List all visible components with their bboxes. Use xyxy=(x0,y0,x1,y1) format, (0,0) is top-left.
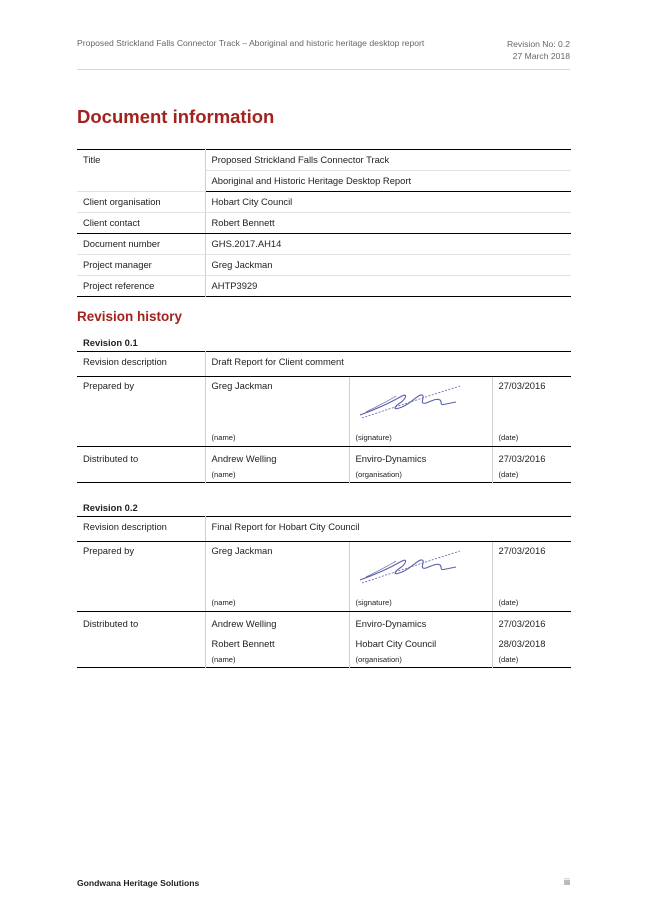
document-information-table xyxy=(77,149,571,297)
empty-cell xyxy=(77,632,205,652)
revision-0-1-title: Revision 0.1 xyxy=(83,337,138,348)
table-row xyxy=(77,352,571,377)
distributed-organisation: Enviro-Dynamics xyxy=(349,612,492,633)
table-row xyxy=(77,234,571,255)
prepared-date: 27/03/2016 xyxy=(498,380,546,391)
prepared-by-label: Prepared by xyxy=(77,377,205,430)
title-value-line-1: Proposed Strickland Falls Connector Track xyxy=(205,150,571,171)
header-revision-number: Revision No: 0.2 xyxy=(506,39,570,49)
table-row xyxy=(77,632,571,652)
distributed-organisation: Hobart City Council xyxy=(349,632,492,652)
title-label: Title xyxy=(77,150,205,192)
date-caption: (date) xyxy=(492,429,571,447)
table-row xyxy=(77,594,571,612)
revision-0-1-table xyxy=(77,351,571,483)
prepared-by-name: Greg Jackman xyxy=(205,377,349,430)
table-row xyxy=(77,652,571,668)
table-row xyxy=(77,612,571,633)
name-caption: (name) xyxy=(205,594,349,612)
empty-cell xyxy=(77,429,205,447)
running-header-title: Proposed Strickland Falls Connector Track – Aboriginal and historic heritage desktop report xyxy=(77,38,425,48)
client-organisation-label: Client organisation xyxy=(77,192,205,213)
table-row xyxy=(77,429,571,447)
document-number-label: Document number xyxy=(77,234,205,255)
footer-company: Gondwana Heritage Solutions xyxy=(77,878,200,888)
revision-0-2-title: Revision 0.2 xyxy=(83,502,138,513)
empty-cell xyxy=(77,594,205,612)
table-row xyxy=(77,517,571,542)
revision-description-label: Revision description xyxy=(77,517,205,542)
signature-graphic xyxy=(356,382,468,422)
organisation-caption: (organisation) xyxy=(349,652,492,668)
signature-cell xyxy=(349,542,492,595)
table-row xyxy=(77,447,571,468)
distributed-to-label: Distributed to xyxy=(77,447,205,468)
name-caption: (name) xyxy=(205,652,349,668)
name-caption: (name) xyxy=(205,467,349,483)
distributed-name: Andrew Welling xyxy=(205,612,349,633)
revision-description-label: Revision description xyxy=(77,352,205,377)
table-row xyxy=(77,255,571,276)
table-row xyxy=(77,542,571,595)
signature-caption: (signature) xyxy=(349,594,492,612)
document-information-heading: Document information xyxy=(77,106,275,127)
revision-history-heading: Revision history xyxy=(77,309,183,324)
signature-graphic xyxy=(356,547,468,587)
running-header-revision xyxy=(507,38,570,62)
date-caption: (date) xyxy=(498,655,519,664)
distributed-name: Andrew Welling xyxy=(205,447,349,468)
distributed-date: 27/03/2016 xyxy=(498,618,546,629)
date-caption: (date) xyxy=(498,470,519,479)
empty-cell xyxy=(77,652,205,668)
table-row xyxy=(77,150,571,171)
distributed-date: 27/03/2016 xyxy=(498,453,546,464)
revision-description-value: Draft Report for Client comment xyxy=(205,352,571,377)
signature-cell xyxy=(349,377,492,430)
table-row xyxy=(77,192,571,213)
date-caption: (date) xyxy=(492,594,571,612)
distributed-to-label: Distributed to xyxy=(77,612,205,633)
project-reference-label: Project reference xyxy=(77,276,205,297)
organisation-caption: (organisation) xyxy=(349,467,492,483)
revision-0-2-table xyxy=(77,516,571,668)
client-organisation-value: Hobart City Council xyxy=(205,192,571,213)
project-manager-value: Greg Jackman xyxy=(205,255,571,276)
footer-page-number: iii xyxy=(564,877,570,887)
table-row xyxy=(77,467,571,483)
header-divider xyxy=(77,69,570,70)
table-row xyxy=(77,377,571,430)
project-reference-value: AHTP3929 xyxy=(211,280,258,291)
table-row xyxy=(77,213,571,234)
header-date: 27 March 2018 xyxy=(512,51,570,61)
prepared-date: 27/03/2016 xyxy=(498,545,546,556)
document-number-value: GHS.2017.AH14 xyxy=(205,234,571,255)
table-row xyxy=(77,276,571,297)
distributed-organisation: Enviro-Dynamics xyxy=(349,447,492,468)
client-contact-value: Robert Bennett xyxy=(205,213,571,234)
prepared-by-label: Prepared by xyxy=(77,542,205,595)
empty-cell xyxy=(77,467,205,483)
distributed-date: 28/03/2018 xyxy=(498,638,546,649)
signature-caption: (signature) xyxy=(349,429,492,447)
distributed-name: Robert Bennett xyxy=(205,632,349,652)
project-manager-label: Project manager xyxy=(77,255,205,276)
title-value-line-2: Aboriginal and Historic Heritage Desktop Report xyxy=(205,171,571,192)
name-caption: (name) xyxy=(205,429,349,447)
client-contact-label: Client contact xyxy=(77,213,205,234)
prepared-by-name: Greg Jackman xyxy=(205,542,349,595)
revision-description-value: Final Report for Hobart City Council xyxy=(205,517,571,542)
